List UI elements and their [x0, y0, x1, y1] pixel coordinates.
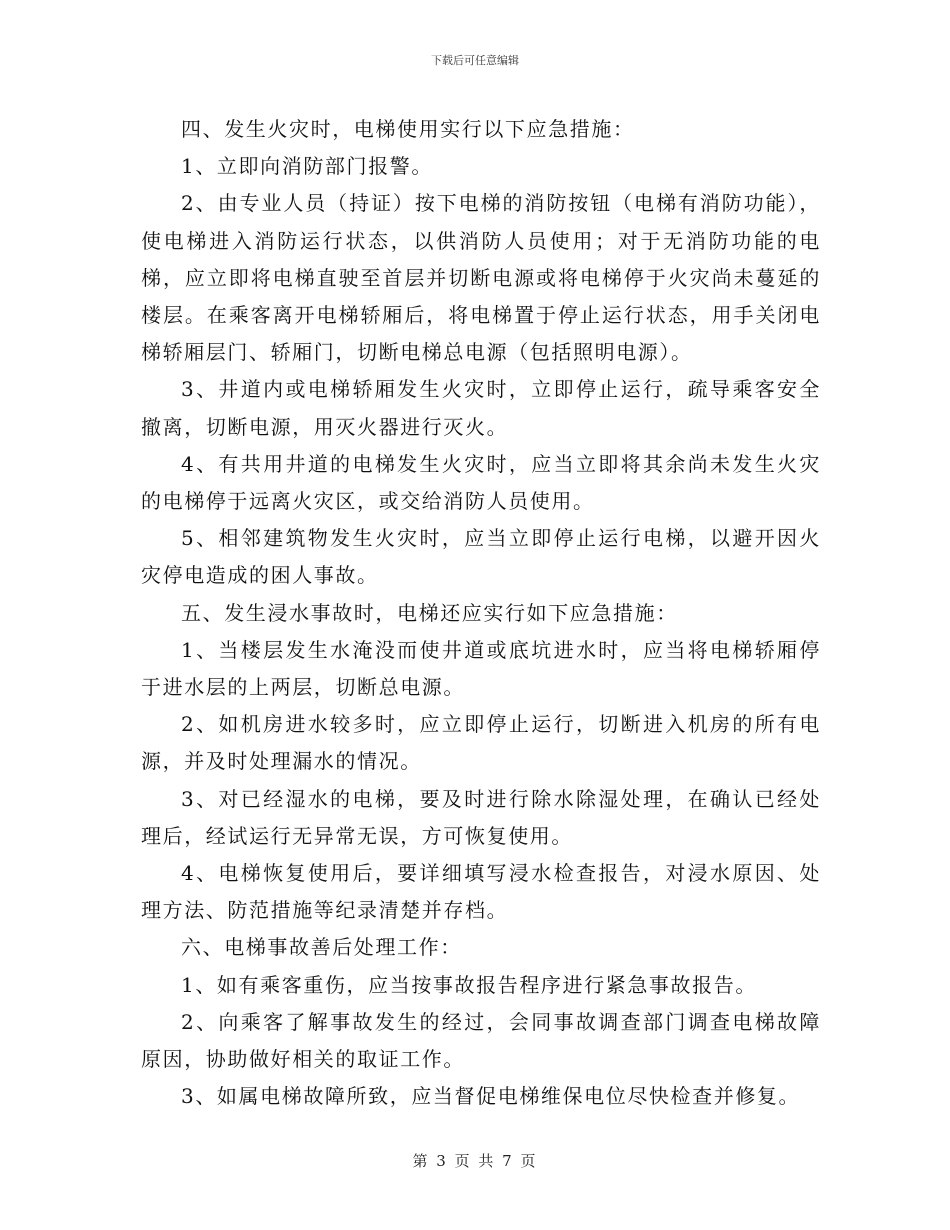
paragraph: 3、井道内或电梯轿厢发生火灾时，立即停止运行，疏导乘客安全撤离，切断电源，用灭火器进行灭火。 — [141, 377, 821, 439]
section-heading-flood: 五、发生浸水事故时，电梯还应实行如下应急措施： — [181, 600, 678, 625]
paragraph: 2、由专业人员（持证）按下电梯的消防按钮（电梯有消防功能），使电梯进入消防运行状态，以供消防人员使用；对于无消防功能的电梯，应立即将电梯直驶至首层并切断电源或将电梯停于火灾尚未蔓延的楼层。在乘客离开电梯轿厢后，将电梯置于停止运行状态，用手关闭电梯轿厢层门、轿厢门，切断电梯总电源（包括照明电源）。 — [141, 191, 821, 365]
section-heading-aftermath: 六、电梯事故善后处理工作： — [181, 935, 462, 960]
paragraph: 2、向乘客了解事故发生的经过，会同事故调查部门调查电梯故障原因，协助做好相关的取证工作。 — [141, 1009, 821, 1072]
paragraph: 4、有共用井道的电梯发生火灾时，应当立即将其余尚未发生火灾的电梯停于远离火灾区，或交给消防人员使用。 — [141, 451, 821, 514]
paragraph: 1、当楼层发生水淹没而使井道或底坑进水时，应当将电梯轿厢停于进水层的上两层，切断总电源。 — [141, 637, 821, 700]
paragraph: 2、如机房进水较多时，应立即停止运行，切断进入机房的所有电源，并及时处理漏水的情况。 — [141, 712, 821, 774]
section-heading-fire: 四、发生火灾时，电梯使用实行以下应急措施： — [181, 117, 635, 141]
paragraph: 1、如有乘客重伤，应当按事故报告程序进行紧急事故报告。 — [181, 972, 757, 997]
page-header: 下载后可任意编辑 — [431, 54, 519, 67]
paragraph: 3、对已经湿水的电梯，要及时进行除水除湿处理，在确认已经处理后，经试运行无异常无误，方可恢复使用。 — [141, 786, 821, 848]
paragraph: 1、立即向消防部门报警。 — [181, 154, 433, 179]
paragraph: 3、如属电梯故障所致，应当督促电梯维保电位尽快检查并修复。 — [181, 1084, 801, 1109]
paragraph: 5、相邻建筑物发生火灾时，应当立即停止运行电梯，以避开因火灾停电造成的困人事故。 — [141, 526, 821, 588]
paragraph: 4、电梯恢复使用后，要详细填写浸水检查报告，对浸水原因、处理方法、防范措施等纪录清楚并存档。 — [141, 861, 821, 923]
document-body — [141, 111, 821, 1115]
page-number-footer: 第 3 页 共 7 页 — [412, 1152, 538, 1170]
